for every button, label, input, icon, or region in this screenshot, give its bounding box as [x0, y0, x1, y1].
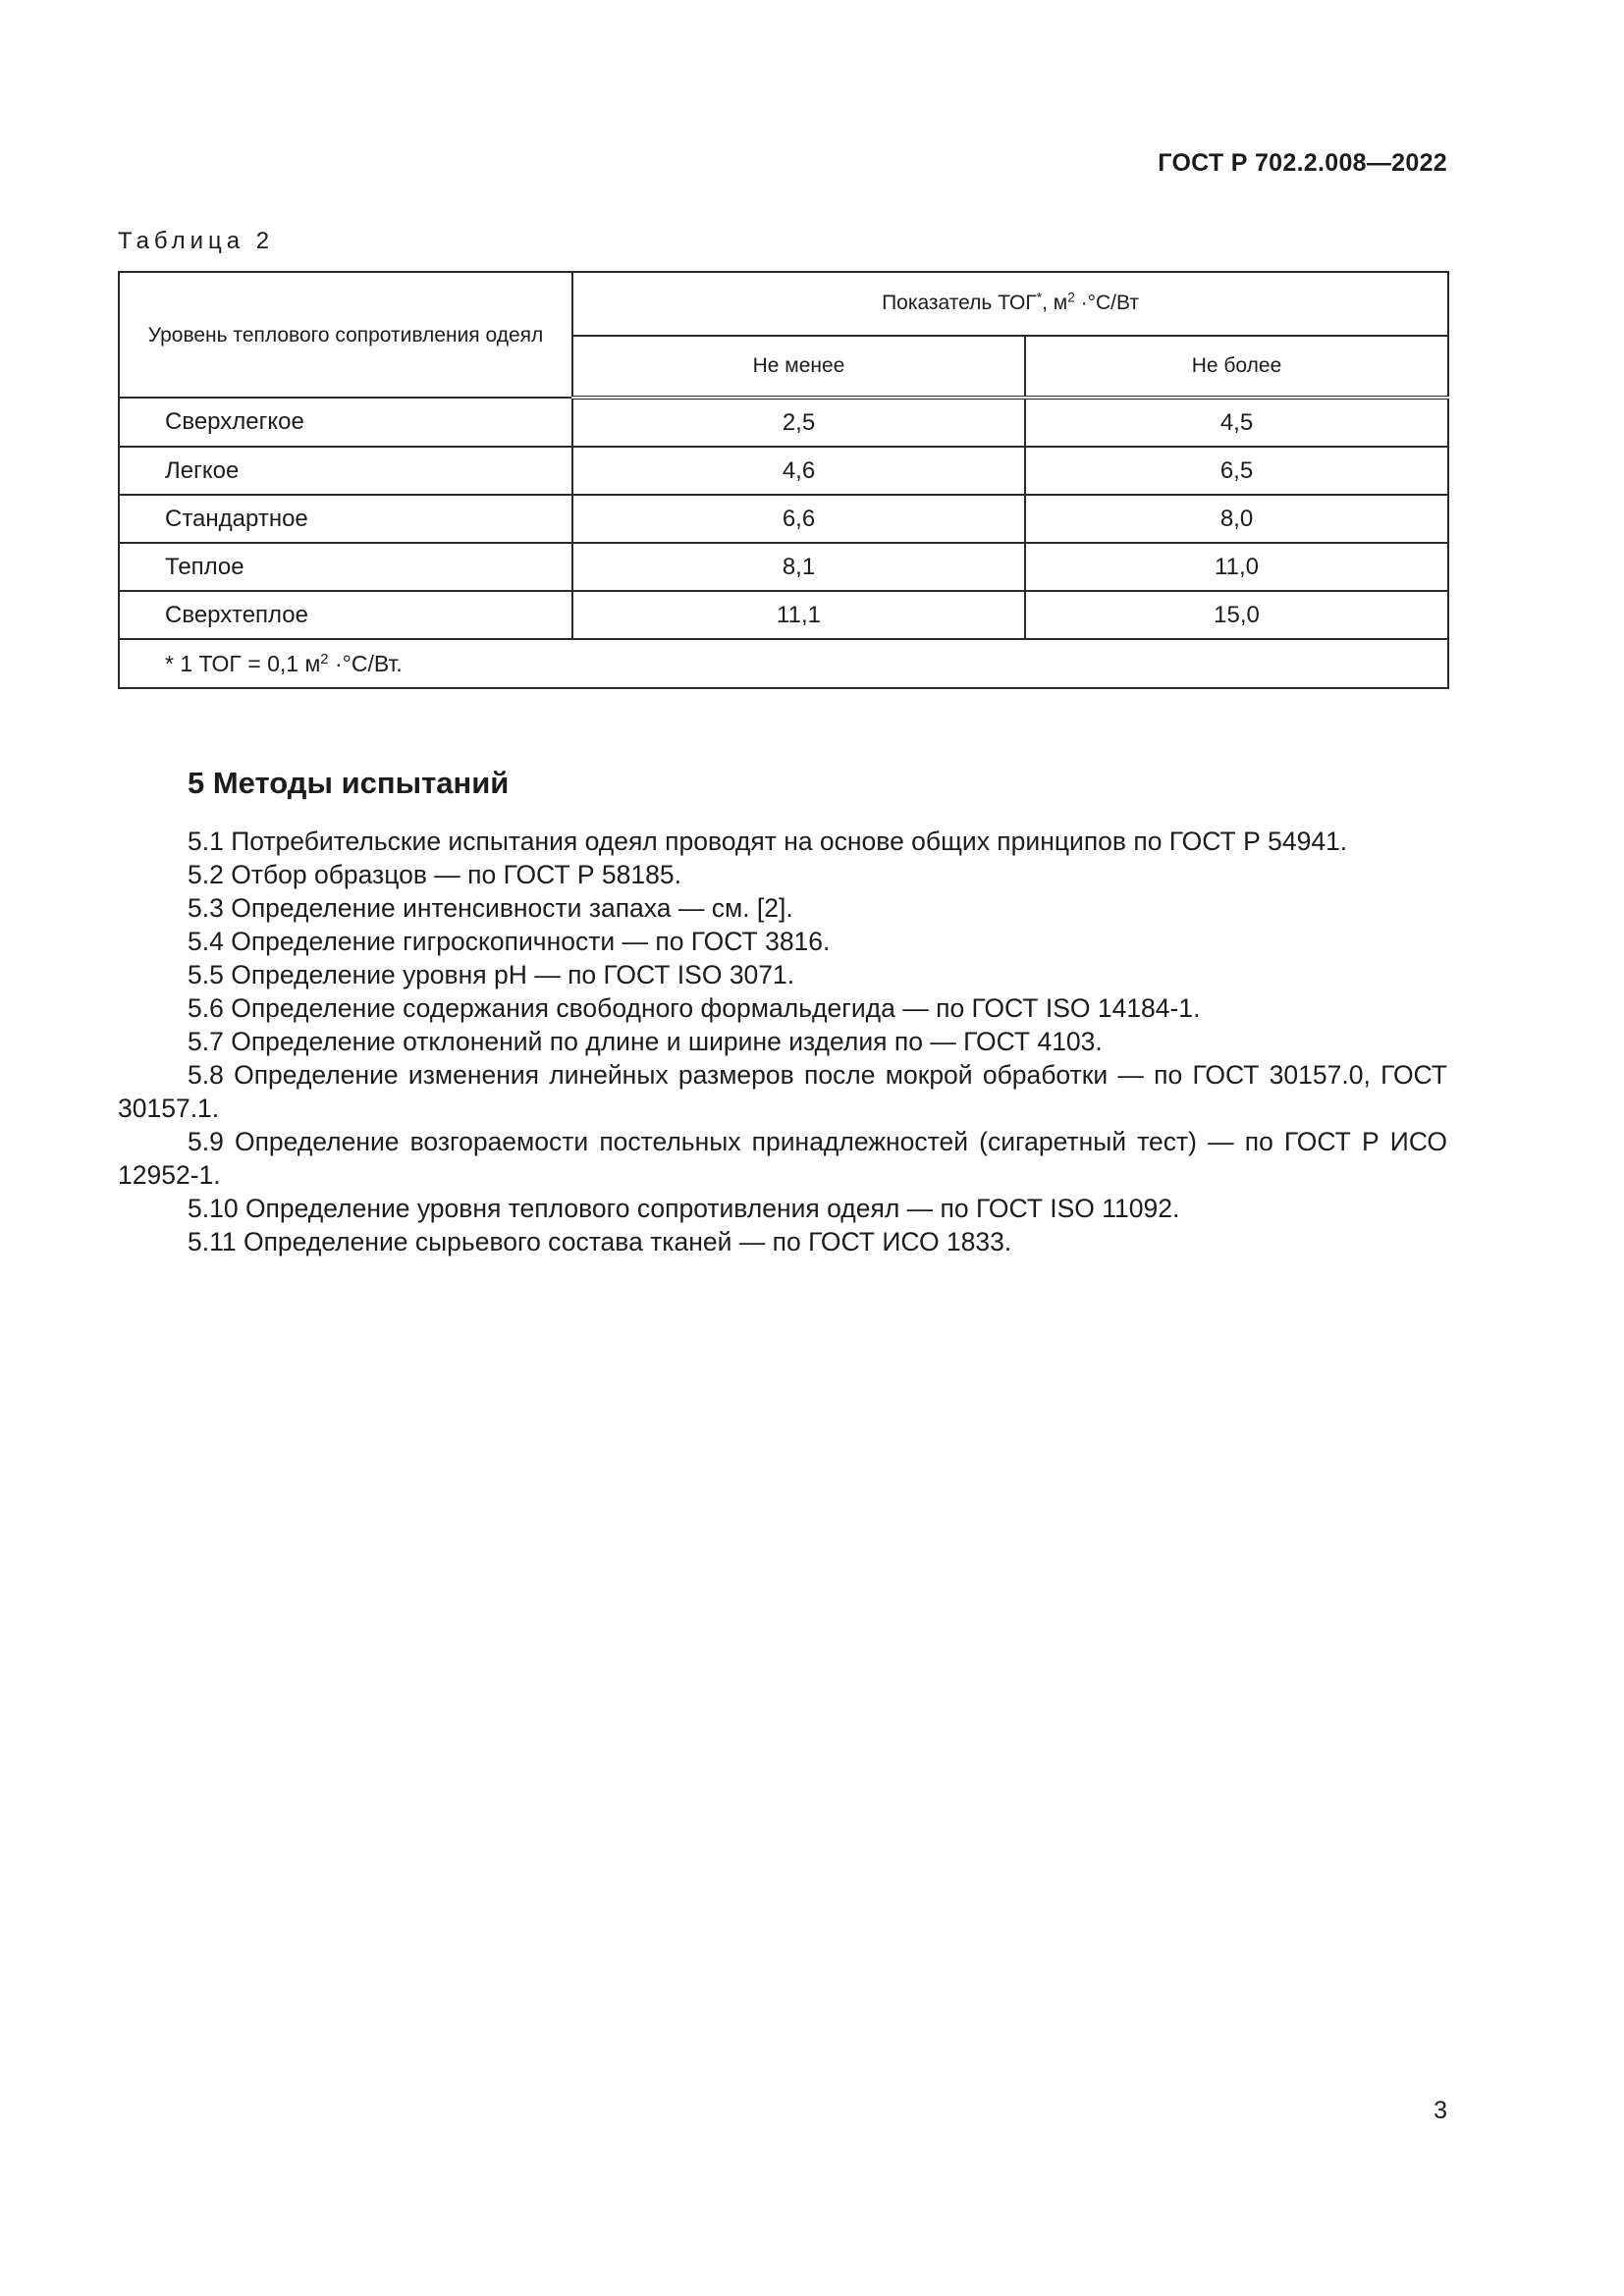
paragraph-5-7: 5.7 Определение отклонений по длине и ширине изделия по — ГОСТ 4103. [188, 1027, 1103, 1056]
tog-label: Показатель ТОГ [882, 292, 1037, 315]
table-row [119, 543, 1448, 591]
table-caption: Таблица 2 [118, 228, 275, 254]
row-min: 4,6 [572, 447, 1025, 495]
tog-unit-a: , м [1042, 292, 1068, 315]
row-max: 8,0 [1025, 495, 1448, 543]
column-header-min: Не менее [572, 336, 1025, 399]
tog-unit-sup: 2 [1067, 290, 1075, 305]
table-footnote [119, 639, 1448, 688]
paragraph-5-1: 5.1 Потребительские испытания одеял проводят на основе общих принципов по ГОСТ Р 54941. [188, 827, 1348, 856]
paragraph-5-8: 5.8 Определение изменения линейных размеров после мокрой обработки — по ГОСТ 30157.0, ГОСТ 30157.1. [118, 1060, 1447, 1123]
table-row [119, 591, 1448, 639]
row-min: 2,5 [572, 398, 1025, 447]
paragraph-5-10: 5.10 Определение уровня теплового сопротивления одеял — по ГОСТ ISO 11092. [188, 1194, 1180, 1223]
table-row [119, 447, 1448, 495]
row-name: Стандартное [119, 495, 572, 543]
paragraph-5-4: 5.4 Определение гигроскопичности — по ГОСТ 3816. [188, 927, 831, 956]
row-name: Сверхтеплое [119, 591, 572, 639]
row-min: 6,6 [572, 495, 1025, 543]
footnote-text-b: ·°С/Вт. [328, 650, 403, 676]
column-header-tog [572, 272, 1448, 336]
section-title: 5 Методы испытаний [188, 766, 510, 800]
paragraph-5-5: 5.5 Определение уровня pH — по ГОСТ ISO 3071. [188, 960, 795, 989]
column-header-level: Уровень теплового сопротивления одеял [119, 272, 572, 398]
row-max: 11,0 [1025, 543, 1448, 591]
paragraph-5-6: 5.6 Определение содержания свободного формальдегида — по ГОСТ ISO 14184-1. [188, 993, 1201, 1023]
table-row [119, 495, 1448, 543]
row-name: Легкое [119, 447, 572, 495]
paragraph-5-9: 5.9 Определение возгораемости постельных принадлежностей (сигаретный тест) — по ГОСТ Р ИСО 12952-1. [118, 1127, 1447, 1190]
row-max: 15,0 [1025, 591, 1448, 639]
row-min: 11,1 [572, 591, 1025, 639]
row-name: Теплое [119, 543, 572, 591]
table-note-row [119, 639, 1448, 688]
table-row [119, 398, 1448, 447]
tog-unit-b: ·°С/Вт [1074, 292, 1139, 315]
column-header-max: Не более [1025, 336, 1448, 399]
document-id-header: ГОСТ Р 702.2.008—2022 [1158, 149, 1447, 177]
footnote-text-a: * 1 ТОГ = 0,1 м [165, 650, 321, 676]
table-header-row [119, 272, 1448, 336]
row-name: Сверхлегкое [119, 398, 572, 447]
footnote-sup: 2 [320, 650, 329, 667]
tog-table [118, 271, 1449, 689]
paragraph-5-3: 5.3 Определение интенсивности запаха — см. [2]. [188, 893, 793, 923]
row-min: 8,1 [572, 543, 1025, 591]
row-max: 6,5 [1025, 447, 1448, 495]
row-max: 4,5 [1025, 398, 1448, 447]
tog-asterisk: * [1036, 290, 1043, 305]
paragraph-5-2: 5.2 Отбор образцов — по ГОСТ Р 58185. [188, 860, 681, 889]
section-body [118, 825, 1447, 1258]
page-number: 3 [1434, 2097, 1447, 2124]
paragraph-5-11: 5.11 Определение сырьевого состава тканей — по ГОСТ ИСО 1833. [188, 1227, 1012, 1256]
